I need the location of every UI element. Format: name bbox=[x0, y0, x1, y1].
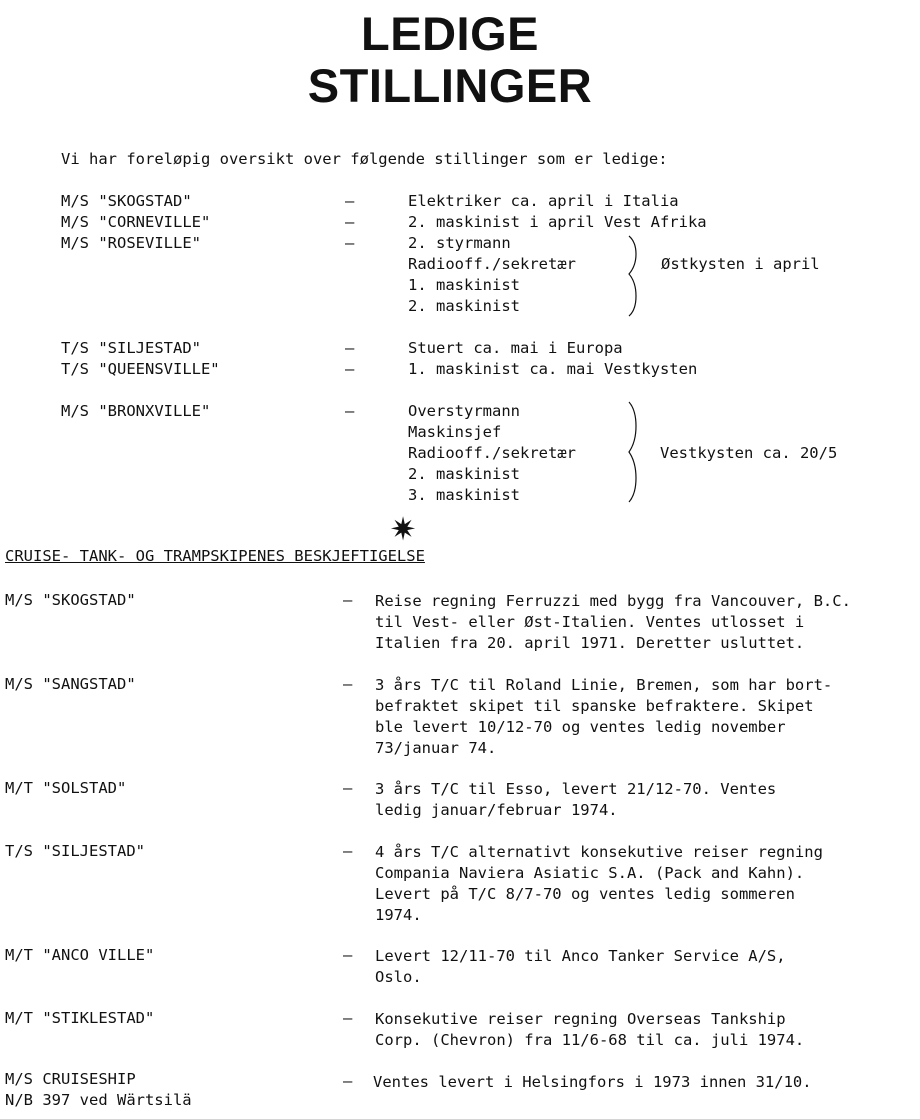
vacancy-position: 3. maskinist bbox=[408, 486, 520, 504]
vacancy-position: 1. maskinist bbox=[408, 276, 520, 294]
employment-ship-note: N/B 397 ved Wärtsilä bbox=[5, 1091, 192, 1109]
vacancy-position: 2. maskinist i april Vest Afrika bbox=[408, 213, 707, 231]
title-line-1: LEDIGE bbox=[361, 7, 539, 60]
employment-text: 73/januar 74. bbox=[375, 739, 497, 757]
employment-text: Levert 12/11-70 til Anco Tanker Service A/S, bbox=[375, 947, 786, 965]
vacancy-ship: M/S "SKOGSTAD" bbox=[61, 192, 192, 210]
employment-ship: M/S "SKOGSTAD" bbox=[5, 591, 136, 609]
employment-ship: M/S "SANGSTAD" bbox=[5, 675, 136, 693]
vacancy-dash: – bbox=[345, 234, 355, 252]
section-heading: CRUISE- TANK- OG TRAMPSKIPENES BESKJEFTIGELSE bbox=[5, 547, 425, 565]
employment-ship: M/T "STIKLESTAD" bbox=[5, 1009, 155, 1027]
employment-text: befraktet skipet til spanske befraktere. Skipet bbox=[375, 697, 814, 715]
employment-text: 3 års T/C til Roland Linie, Bremen, som har bort- bbox=[375, 676, 833, 694]
vacancy-dash: – bbox=[345, 192, 355, 210]
employment-dash: – bbox=[343, 946, 353, 964]
employment-text: ble levert 10/12-70 og ventes ledig november bbox=[375, 718, 786, 736]
vacancy-position: Overstyrmann bbox=[408, 402, 520, 420]
employment-dash: – bbox=[343, 1009, 353, 1027]
vacancy-ship: T/S "QUEENSVILLE" bbox=[61, 360, 220, 378]
title-line-2: STILLINGER bbox=[307, 59, 593, 112]
vacancy-position: 1. maskinist ca. mai Vestkysten bbox=[408, 360, 698, 378]
vacancy-position: Radiooff./sekretær bbox=[408, 444, 576, 462]
employment-text: 1974. bbox=[375, 906, 422, 924]
vacancy-position: Elektriker ca. april i Italia bbox=[408, 192, 679, 210]
vacancy-ship: M/S "BRONXVILLE" bbox=[61, 402, 211, 420]
intro-text: Vi har foreløpig oversikt over følgende stillinger som er ledige: bbox=[61, 150, 668, 168]
employment-text: Oslo. bbox=[375, 968, 422, 986]
vacancy-group-note: Vestkysten ca. 20/5 bbox=[660, 444, 838, 462]
vacancy-position: Stuert ca. mai i Europa bbox=[408, 339, 623, 357]
employment-text: Compania Naviera Asiatic S.A. (Pack and Kahn). bbox=[375, 864, 805, 882]
employment-dash: – bbox=[343, 591, 353, 609]
employment-dash: – bbox=[343, 779, 353, 797]
employment-dash: – bbox=[343, 1072, 353, 1090]
star-divider-icon: ✷ bbox=[389, 510, 417, 548]
employment-ship: T/S "SILJESTAD" bbox=[5, 842, 145, 860]
group-bracket bbox=[626, 400, 640, 504]
vacancy-dash: – bbox=[345, 339, 355, 357]
employment-dash: – bbox=[343, 842, 353, 860]
vacancy-position: 2. styrmann bbox=[408, 234, 511, 252]
vacancy-ship: M/S "ROSEVILLE" bbox=[61, 234, 201, 252]
employment-ship: M/S CRUISESHIP bbox=[5, 1070, 136, 1088]
employment-ship: M/T "ANCO VILLE" bbox=[5, 946, 155, 964]
employment-ship: M/T "SOLSTAD" bbox=[5, 779, 127, 797]
vacancy-ship: M/S "CORNEVILLE" bbox=[61, 213, 211, 231]
employment-dash: – bbox=[343, 675, 353, 693]
vacancy-dash: – bbox=[345, 213, 355, 231]
vacancy-dash: – bbox=[345, 360, 355, 378]
employment-text: Italien fra 20. april 1971. Deretter usluttet. bbox=[375, 634, 805, 652]
vacancy-ship: T/S "SILJESTAD" bbox=[61, 339, 201, 357]
vacancy-dash: – bbox=[345, 402, 355, 420]
employment-text: Reise regning Ferruzzi med bygg fra Vancouver, B.C. bbox=[375, 592, 851, 610]
employment-text: Corp. (Chevron) fra 11/6-68 til ca. juli 1974. bbox=[375, 1031, 805, 1049]
employment-text: Levert på T/C 8/7-70 og ventes ledig sommeren bbox=[375, 885, 795, 903]
employment-text: Ventes levert i Helsingfors i 1973 innen 31/10. bbox=[373, 1073, 812, 1091]
group-bracket bbox=[626, 234, 640, 318]
vacancy-group-note: Østkysten i april bbox=[661, 255, 820, 273]
employment-text: Konsekutive reiser regning Overseas Tankship bbox=[375, 1010, 786, 1028]
vacancy-position: 2. maskinist bbox=[408, 297, 520, 315]
employment-text: til Vest- eller Øst-Italien. Ventes utlosset i bbox=[375, 613, 805, 631]
employment-text: 3 års T/C til Esso, levert 21/12-70. Ventes bbox=[375, 780, 777, 798]
vacancy-position: Maskinsjef bbox=[408, 423, 502, 441]
vacancy-position: 2. maskinist bbox=[408, 465, 520, 483]
employment-text: 4 års T/C alternativt konsekutive reiser regning bbox=[375, 843, 823, 861]
vacancy-position: Radiooff./sekretær bbox=[408, 255, 576, 273]
employment-text: ledig januar/februar 1974. bbox=[375, 801, 618, 819]
